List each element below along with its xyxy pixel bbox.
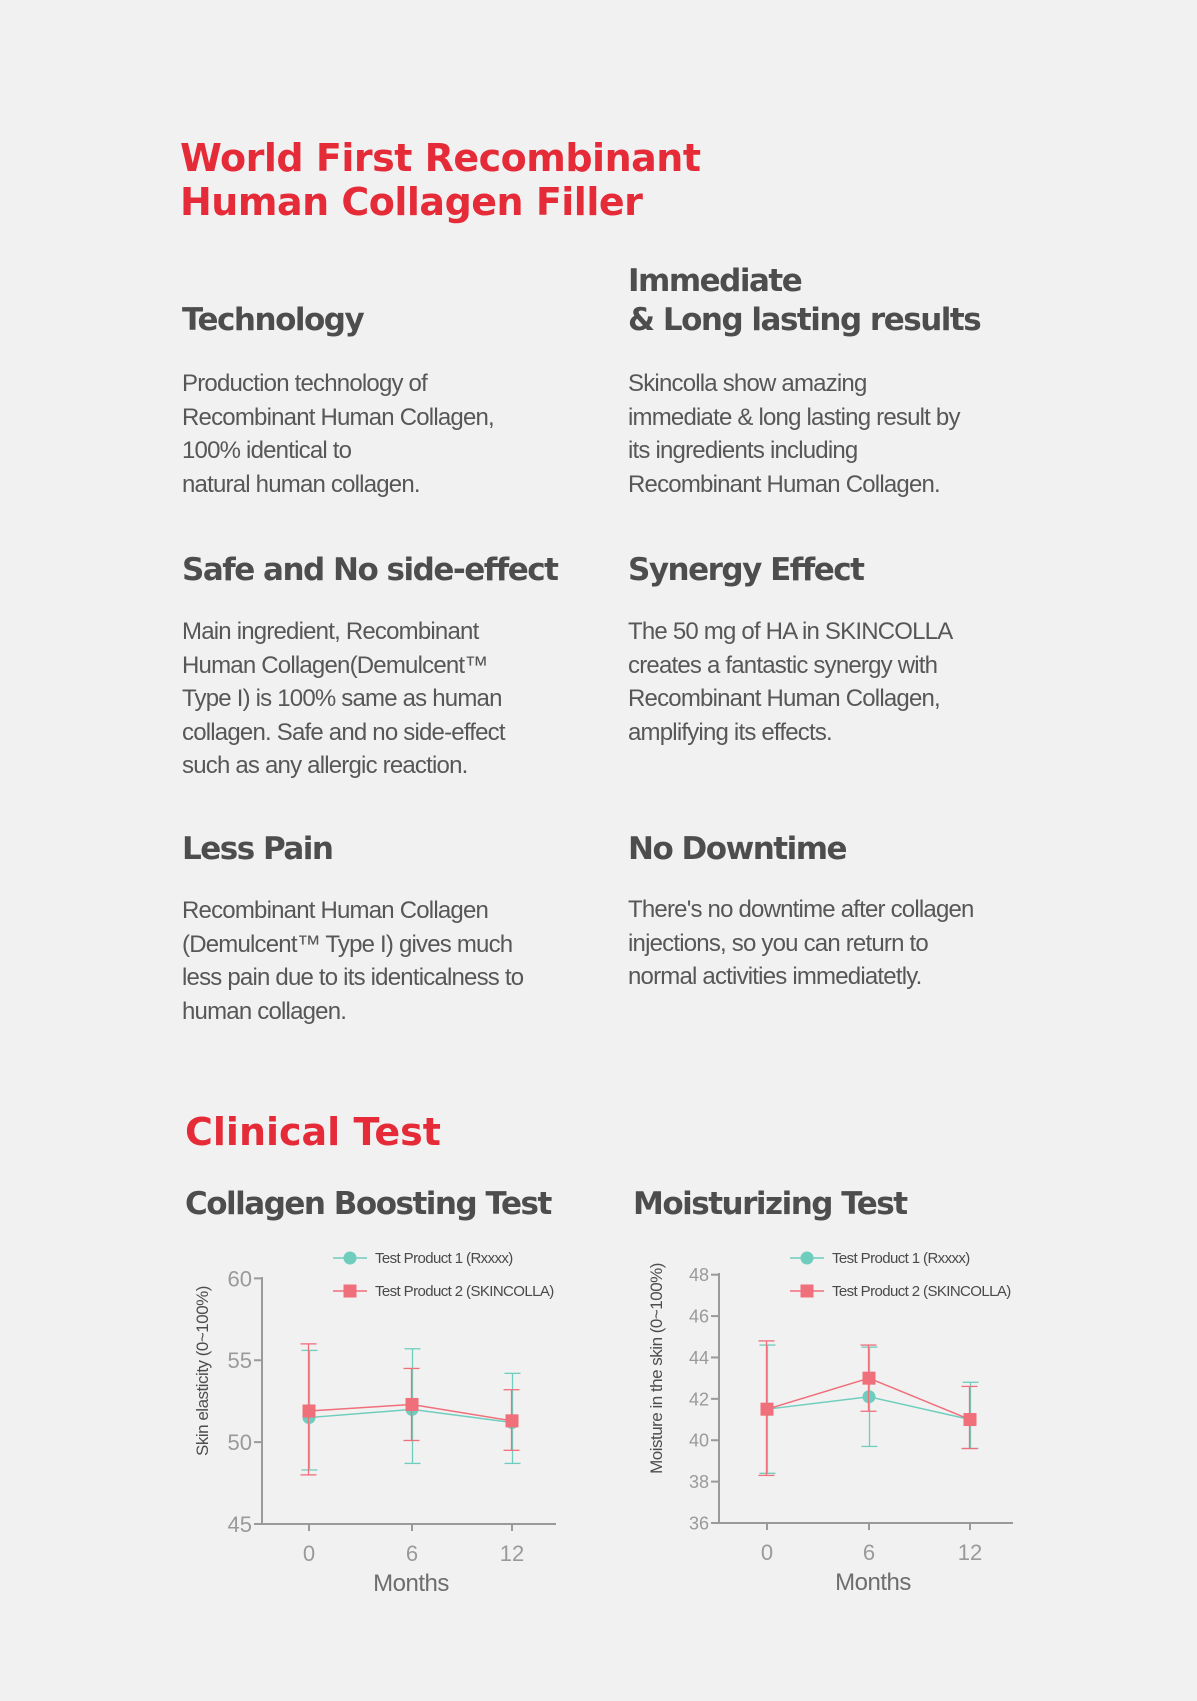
feature-body-line: its ingredients including: [628, 437, 858, 464]
y-tick-label: 46: [688, 1306, 709, 1327]
y-tick-label: 42: [688, 1389, 709, 1410]
legend-label: Test Product 2 (SKINCOLLA): [375, 1283, 554, 1300]
feature-body-line: human collagen.: [182, 997, 347, 1025]
legend-marker-square: [344, 1285, 357, 1298]
feature-body-line: Recombinant Human Collagen,: [182, 403, 494, 431]
feature-heading-line: Immediate: [628, 263, 802, 299]
feature-body: [182, 615, 582, 783]
x-axis-label: Months: [835, 1569, 911, 1596]
moisturizing-chart-title: Moisturizing Test: [633, 1186, 907, 1222]
feature-safe-no-side-effect: [182, 551, 582, 783]
feature-body: [628, 615, 1028, 749]
series-2: [759, 1341, 978, 1476]
feature-body-line: Human Collagen(Demulcent™: [182, 651, 488, 679]
data-point-square: [303, 1405, 316, 1418]
x-axis-label: Months: [373, 1570, 449, 1597]
x-tick-label: 6: [405, 1541, 419, 1566]
page-title-line-2: Human Collagen Filler: [180, 180, 643, 224]
x-tick-label: 12: [957, 1540, 983, 1565]
feature-body: [182, 367, 582, 501]
feature-body: [628, 893, 1028, 994]
clinical-test-title: Clinical Test: [185, 1110, 441, 1154]
feature-technology: [182, 301, 582, 501]
data-point-square: [863, 1372, 876, 1385]
feature-body-line: creates a fantastic synergy with: [628, 651, 938, 679]
data-point-square: [506, 1414, 519, 1427]
feature-body-line: Recombinant Human Collagen: [182, 897, 489, 924]
y-axis-label: Moisture in the skin (0~100%): [647, 1263, 666, 1474]
feature-body-line: Production technology of: [182, 370, 427, 397]
legend-label: Test Product 1 (Rxxxx): [832, 1250, 970, 1267]
feature-body-line: Recombinant Human Collagen,: [628, 685, 940, 712]
feature-body: [628, 367, 1028, 501]
legend-item-1: [790, 1250, 970, 1267]
feature-heading: [182, 301, 582, 340]
feature-heading-line: & Long lasting results: [628, 302, 981, 338]
feature-body-line: less pain due to its identicalness to: [182, 964, 524, 991]
feature-body-line: injections, so you can return to: [628, 929, 928, 957]
collagen-boosting-chart-title: Collagen Boosting Test: [185, 1186, 551, 1222]
y-tick-label: 48: [688, 1265, 709, 1286]
feature-body-line: (Demulcent™ Type I) gives much: [182, 930, 513, 958]
x-tick-label: 0: [760, 1540, 774, 1565]
feature-body-line: normal activities immediatetly.: [628, 963, 922, 990]
feature-body-line: The 50 mg of HA in SKINCOLLA: [628, 618, 953, 645]
legend-item-2: [790, 1283, 1011, 1300]
data-point-square: [761, 1403, 774, 1416]
x-tick-label: 12: [499, 1541, 525, 1566]
feature-body-line: natural human collagen.: [182, 470, 420, 498]
feature-heading-line: Less Pain: [182, 831, 333, 867]
y-tick-label: 38: [688, 1472, 709, 1493]
feature-heading-line: Safe and No side-effect: [182, 552, 558, 588]
data-point-square: [406, 1398, 419, 1411]
y-axis-label: Skin elasticity (0~100%): [193, 1286, 212, 1456]
y-tick-label: 45: [227, 1511, 252, 1537]
y-tick-label: 60: [227, 1266, 252, 1292]
feature-heading: [182, 551, 582, 590]
feature-heading-line: No Downtime: [628, 831, 847, 867]
y-tick-label: 50: [227, 1430, 252, 1456]
feature-immediate-results: [628, 262, 1028, 501]
feature-heading-line: Technology: [182, 302, 364, 338]
feature-heading: [628, 830, 1028, 869]
x-tick-label: 6: [862, 1540, 876, 1565]
feature-synergy-effect: [628, 551, 1028, 749]
feature-body-line: 100% identical to: [182, 437, 352, 464]
y-tick-label: 40: [688, 1430, 709, 1451]
legend-marker-circle: [344, 1252, 357, 1265]
legend-item-2: [333, 1283, 554, 1300]
series-2: [301, 1344, 520, 1475]
page-title: [180, 136, 701, 224]
data-point-square: [964, 1413, 977, 1426]
y-tick-label: 36: [688, 1513, 709, 1534]
feature-body-line: There's no downtime after collagen: [628, 896, 974, 923]
feature-no-downtime: [628, 830, 1028, 994]
y-tick-label: 44: [688, 1347, 709, 1368]
legend-marker-circle: [801, 1252, 814, 1265]
feature-body-line: such as any allergic reaction.: [182, 752, 468, 779]
feature-less-pain: [182, 830, 582, 1028]
feature-body: [182, 894, 582, 1028]
feature-body-line: Main ingredient, Recombinant: [182, 618, 479, 645]
legend-marker-square: [801, 1285, 814, 1298]
collagen-boosting-chart: [180, 1240, 600, 1597]
x-tick-label: 0: [302, 1541, 316, 1566]
legend-item-1: [333, 1250, 513, 1267]
page-title-line-1: World First Recombinant: [180, 136, 701, 180]
legend-label: Test Product 2 (SKINCOLLA): [832, 1283, 1011, 1300]
feature-heading: [628, 551, 1028, 590]
feature-body-line: Type I) is 100% same as human: [182, 685, 502, 712]
legend-label: Test Product 1 (Rxxxx): [375, 1250, 513, 1267]
feature-body-line: amplifying its effects.: [628, 718, 832, 746]
feature-body-line: collagen. Safe and no side-effect: [182, 718, 505, 746]
feature-heading-line: Synergy Effect: [628, 552, 864, 588]
moisturizing-chart: [630, 1240, 1070, 1596]
feature-heading: [182, 830, 582, 869]
feature-body-line: Recombinant Human Collagen.: [628, 470, 940, 498]
feature-body-line: immediate & long lasting result by: [628, 403, 960, 431]
feature-heading: [628, 262, 1028, 340]
feature-body-line: Skincolla show amazing: [628, 370, 867, 397]
y-tick-label: 55: [227, 1348, 252, 1374]
